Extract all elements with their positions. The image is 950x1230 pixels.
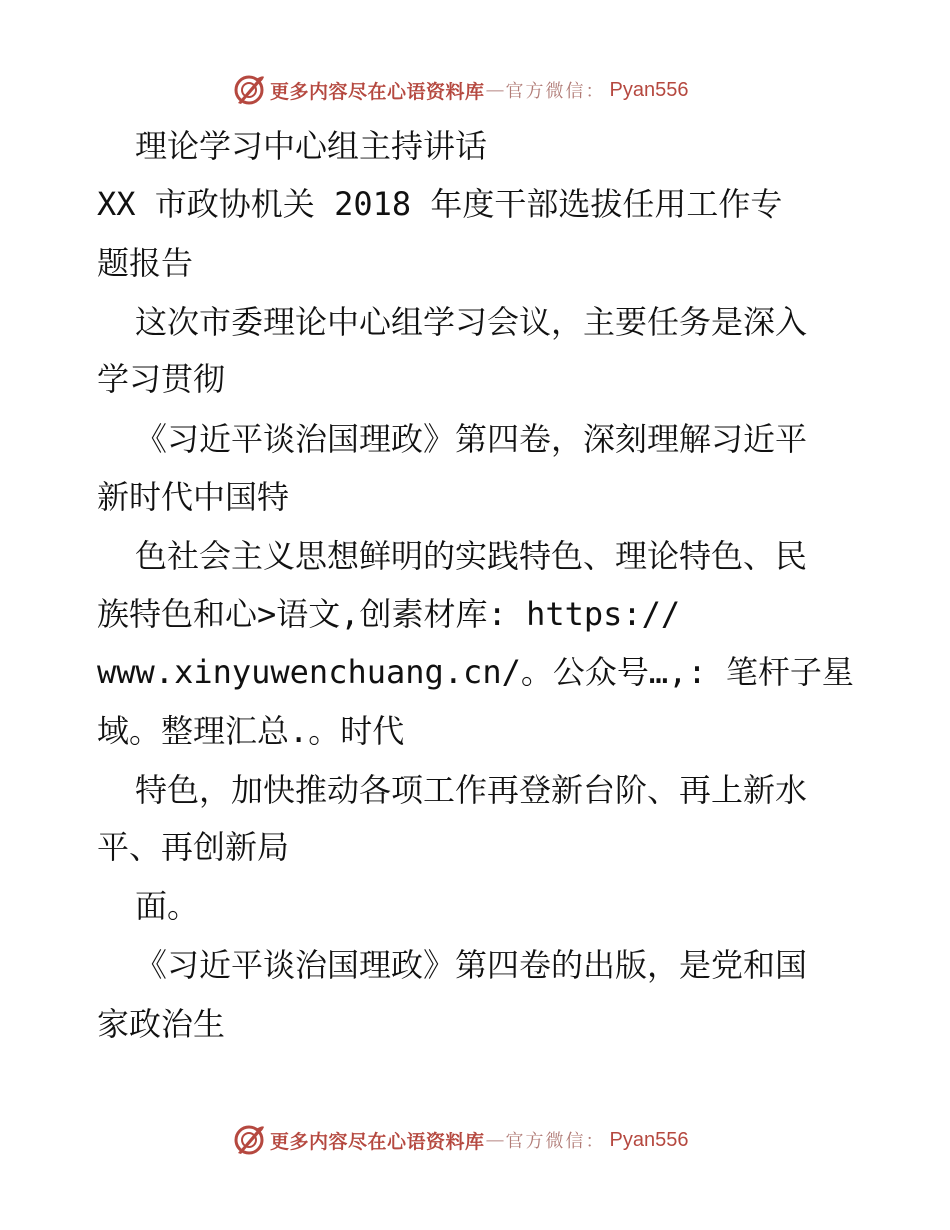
text-line: 这次市委理论中心组学习会议，主要任务是深入 (135, 303, 808, 341)
text-line: 族特色和心>语文,创素材库: https:// (97, 595, 681, 633)
banner-text: 更多内容尽在心语资料库 (270, 1130, 485, 1153)
text-line: 《习近平谈治国理政》第四卷，深刻理解习近平 (135, 420, 808, 458)
text-line: 面。 (135, 887, 200, 925)
text-line: www.xinyuwenchuang.cn/。公众号…,: 笔杆子星 (97, 653, 854, 691)
text-line: 家政治生 (97, 1005, 226, 1043)
text-line: 《习近平谈治国理政》第四卷的出版，是党和国 (135, 946, 808, 984)
text-line: 域。整理汇总.。时代 (97, 712, 405, 750)
text-line: 新时代中国特 (97, 478, 290, 516)
banner-wechat-label: 官方微信： (505, 81, 606, 102)
text-line: 理论学习中心组主持讲话 (135, 127, 488, 165)
text-line: 色社会主义思想鲜明的实践特色、理论特色、民 (135, 537, 808, 575)
quill-logo-icon (232, 1123, 266, 1157)
footer-watermark (232, 1122, 688, 1158)
banner-dash: — (485, 1129, 505, 1151)
text-line: 特色，加快推动各项工作再登新台阶、再上新水 (135, 771, 808, 809)
text-line: 学习贯彻 (97, 360, 226, 398)
banner-wechat-label: 官方微信： (505, 1131, 606, 1152)
banner-wechat-id: Pyan556 (609, 1128, 689, 1151)
banner-wechat-id: Pyan556 (609, 78, 689, 101)
banner-text: 更多内容尽在心语资料库 (270, 80, 485, 103)
text-line: XX 市政协机关 2018 年度干部选拔任用工作专 (97, 185, 783, 223)
text-line: 题报告 (97, 244, 194, 282)
text-line: 平、再创新局 (97, 828, 290, 866)
banner-dash: — (485, 79, 505, 101)
